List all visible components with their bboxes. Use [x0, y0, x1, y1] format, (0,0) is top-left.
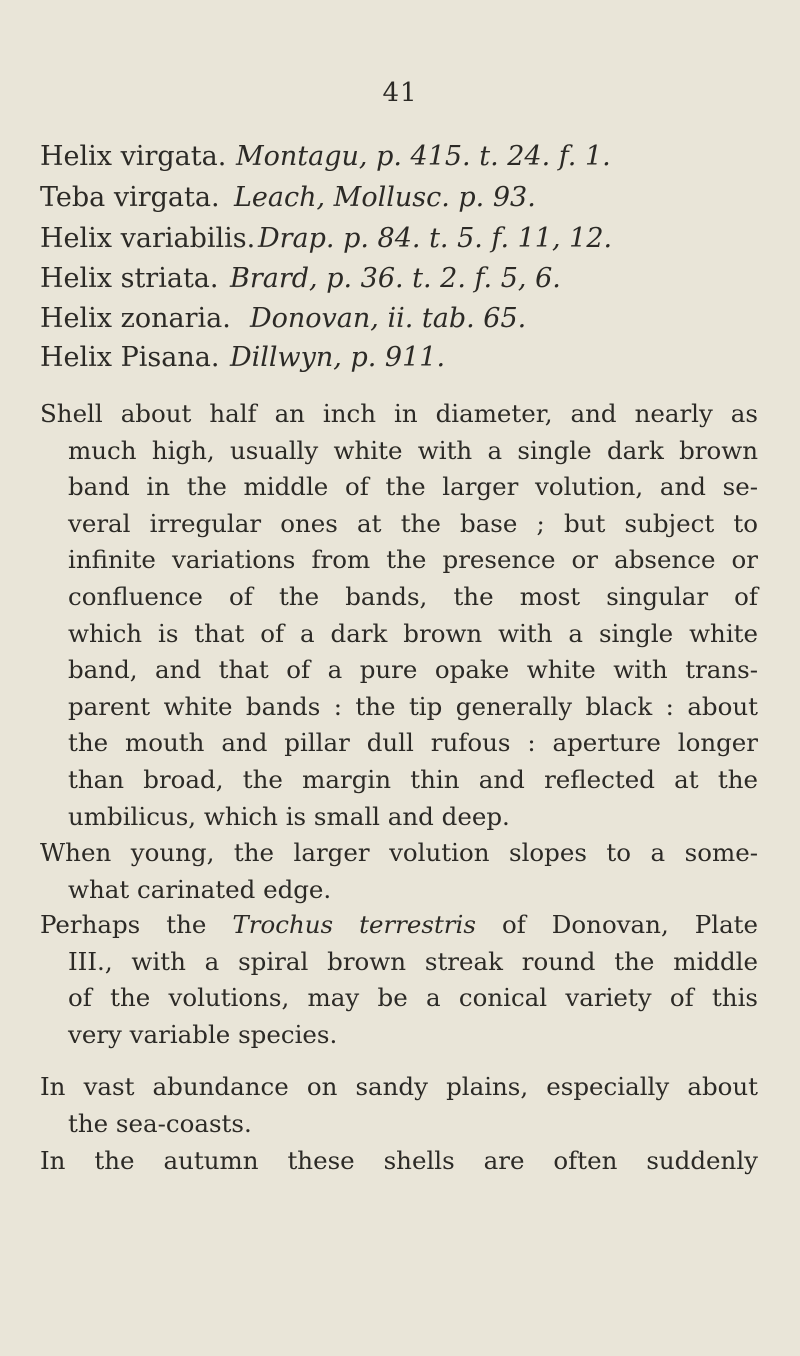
synonym-reference: Donovan, ii. tab. 65.	[250, 303, 527, 334]
text-line: the mouth and pillar dull rufous : aperture longer	[68, 728, 758, 758]
text-line: of the volutions, may be a conical variety of this	[68, 983, 758, 1013]
page-number: 41	[382, 78, 418, 108]
text-line: Shell about half an inch in diameter, and nearly as	[40, 399, 758, 428]
text-line: what carinated edge.	[68, 874, 332, 904]
species-name: Trochus terrestris	[232, 910, 476, 939]
text-line: much high, usually white with a single dark brown	[68, 435, 758, 465]
synonym-reference: Drap. p. 84. t. 5. f. 11, 12.	[258, 223, 613, 254]
synonym-entry	[40, 181, 536, 215]
synonym-entry	[40, 140, 611, 174]
text-line: umbilicus, which is small and deep.	[68, 801, 510, 831]
synonym-name: Helix zonaria.	[40, 303, 231, 334]
synonym-name: Helix Pisana.	[40, 342, 220, 373]
synonym-entry	[40, 302, 527, 336]
text-line: When young, the larger volution slopes to a some-	[40, 838, 758, 867]
text-line: III., with a spiral brown streak round the middle	[68, 946, 758, 976]
synonym-reference: Montagu, p. 415. t. 24. f. 1.	[236, 141, 611, 172]
text-line: band, and that of a pure opake white with trans-	[68, 655, 758, 685]
text-line: In vast abundance on sandy plains, especially about	[40, 1072, 758, 1101]
text-line	[40, 907, 758, 944]
synonym-reference: Leach, Mollusc. p. 93.	[234, 182, 536, 213]
synonym-reference: Brard, p. 36. t. 2. f. 5, 6.	[230, 263, 561, 294]
synonym-entry	[40, 262, 561, 296]
habitat-paragraph	[40, 1069, 758, 1142]
text-line: band in the middle of the larger volution, and se-	[68, 472, 758, 502]
young-shell-paragraph	[40, 835, 758, 908]
text-segment: Perhaps the	[40, 910, 233, 939]
synonym-name: Helix striata.	[40, 263, 219, 294]
synonym-reference: Dillwyn, p. 911.	[230, 342, 446, 373]
autumn-paragraph	[40, 1143, 758, 1180]
text-line: In the autumn these shells are often suddenly	[40, 1146, 758, 1175]
text-line: confluence of the bands, the most singular of	[68, 581, 758, 611]
text-segment: of Donovan, Plate	[475, 910, 759, 939]
synonym-name: Teba virgata.	[40, 182, 220, 213]
synonym-entry	[40, 222, 613, 256]
synonym-entry	[40, 341, 446, 375]
synonym-name: Helix virgata.	[40, 141, 227, 172]
text-line: parent white bands : the tip generally black : about	[68, 691, 758, 721]
text-line: which is that of a dark brown with a single white	[68, 618, 758, 648]
variety-paragraph	[40, 907, 758, 1053]
description-paragraph	[40, 396, 758, 835]
text-line: very variable species.	[68, 1019, 338, 1049]
text-line: veral irregular ones at the base ; but subject to	[68, 508, 758, 538]
text-line: the sea-coasts.	[68, 1108, 252, 1138]
text-line: than broad, the margin thin and reflected at the	[68, 764, 758, 794]
text-line: infinite variations from the presence or absence or	[68, 545, 758, 575]
synonym-name: Helix variabilis.	[40, 223, 256, 254]
